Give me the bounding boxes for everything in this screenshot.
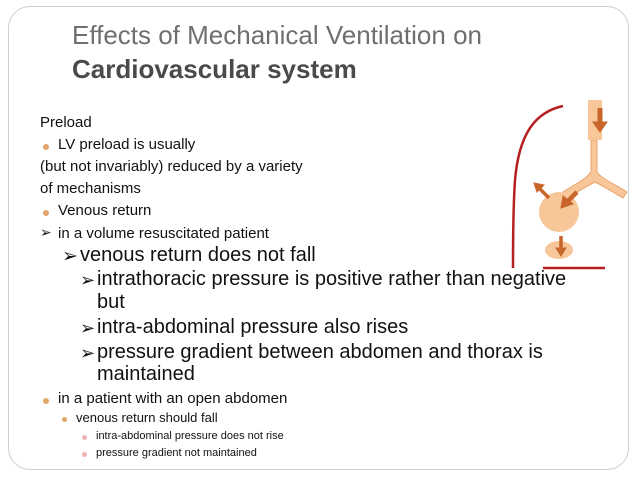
bullet-dot-icon [43, 144, 49, 150]
chevron-right-icon: ➢ [80, 343, 96, 363]
trachea-bronchi [563, 140, 627, 198]
chevron-right-icon: ➢ [80, 270, 96, 290]
chevron-right-icon: ➢ [80, 318, 96, 338]
iap-not-rise-item: intra-abdominal pressure does not rise [96, 430, 284, 442]
chevron-right-icon: ➢ [62, 246, 78, 267]
volume-resuscitated-item: in a volume resuscitated patient [58, 225, 269, 242]
lv-preload-cont-2: of mechanisms [40, 180, 141, 197]
bullet-dot-icon [82, 452, 87, 457]
bullet-dot-icon [62, 417, 67, 422]
pressure-gradient-cont: maintained [97, 363, 195, 385]
lv-preload-bullet: LV preload is usually [58, 136, 196, 153]
open-abdomen-bullet: in a patient with an open abdomen [58, 390, 288, 407]
intrathoracic-pressure-cont: but [97, 291, 125, 313]
intra-abdominal-pressure-item: intra-abdominal pressure also rises [97, 316, 409, 338]
bullet-dot-icon [43, 210, 49, 216]
slide-title [72, 18, 612, 86]
lv-preload-cont-1: (but not invariably) reduced by a variety [40, 158, 303, 175]
bullet-dot-icon [82, 435, 87, 440]
pressure-gradient-item: pressure gradient between abdomen and thorax is [97, 341, 543, 363]
gradient-not-maintained-item: pressure gradient not maintained [96, 447, 257, 459]
venous-return-bullet: Venous return [58, 202, 152, 219]
bullet-dot-icon [43, 398, 49, 404]
arrow-up-left-icon [539, 188, 549, 198]
venous-return-fall-item: venous return should fall [76, 410, 218, 425]
venous-return-not-fall-item: venous return does not fall [80, 244, 316, 266]
chevron-right-icon: ➢ [40, 224, 52, 240]
intrathoracic-pressure-item: intrathoracic pressure is positive rather than negative [97, 268, 567, 290]
title-line-2: Cardiovascular system [72, 54, 357, 84]
thorax-illustration [505, 100, 637, 270]
preload-heading: Preload [40, 114, 92, 131]
title-line-1: Effects of Mechanical Ventilation on [72, 20, 482, 50]
